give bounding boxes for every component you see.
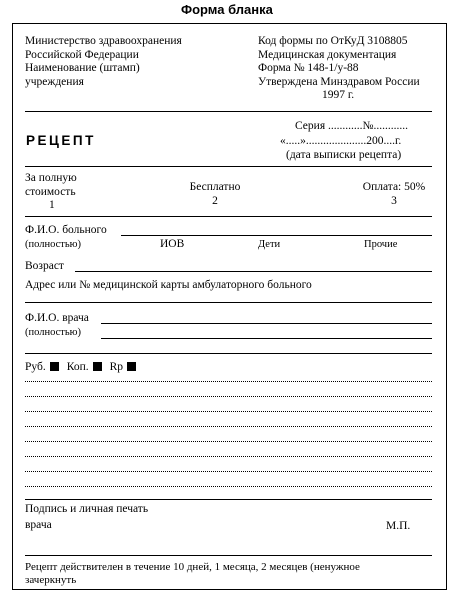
date-caption: (дата выписки рецепта): [286, 149, 402, 161]
category-children[interactable]: Дети: [258, 239, 281, 250]
doctor-fully-label: (полностью): [25, 327, 81, 338]
rx-line[interactable]: [25, 411, 432, 412]
payment-full-cost[interactable]: [25, 172, 77, 213]
institution-stamp-label: Наименование (штамп): [25, 62, 140, 74]
full-cost-label-1: За полную: [25, 172, 77, 184]
full-cost-label-2: стоимость: [25, 185, 76, 198]
rx-line[interactable]: [25, 396, 432, 397]
form-number: Форма № 148-1/у-88: [258, 62, 359, 74]
category-other[interactable]: Прочие: [364, 239, 398, 250]
rx-line[interactable]: [25, 381, 432, 382]
square-marker-icon: [50, 362, 59, 371]
payment-50[interactable]: [358, 181, 430, 208]
address-field[interactable]: [25, 302, 432, 303]
payment-50-number: 3: [391, 194, 397, 207]
doc-type: Медицинская документация: [258, 48, 397, 61]
page-title: Форма бланка: [181, 2, 273, 17]
institution-label: учреждения: [25, 75, 84, 88]
stamp-place-label: М.П.: [386, 520, 411, 532]
kop-label: Коп.: [66, 361, 89, 373]
age-field[interactable]: [75, 271, 432, 272]
divider: [25, 111, 432, 112]
okud-code: Код формы по ОтКуД 3108805: [258, 35, 408, 47]
approved-year: 1997 г.: [322, 89, 355, 101]
divider: [25, 216, 432, 217]
signature-label-1: Подпись и личная печать: [25, 503, 149, 515]
validity-note-1: Рецепт действителен в течение 10 дней, 1 месяца, 2 месяцев (ненужное: [25, 561, 360, 573]
doctor-name-field[interactable]: [101, 323, 432, 324]
rx-line[interactable]: [25, 486, 432, 487]
issue-date-field[interactable]: «.....».....................200....г.: [280, 135, 402, 147]
approved-label: Утверждена Минздравом России: [258, 75, 420, 88]
series-number-field[interactable]: Серия ............№............: [295, 120, 408, 132]
country-label: Российской Федерации: [25, 48, 139, 61]
address-label: Адрес или № медицинской карты амбулаторного больного: [25, 279, 312, 291]
divider: [25, 555, 432, 556]
patient-name-field[interactable]: [121, 235, 432, 236]
ministry-label: Министерство здравоохранения: [25, 35, 182, 47]
category-iov[interactable]: ИОВ: [160, 238, 185, 250]
header-right: [258, 35, 420, 103]
rx-line[interactable]: [25, 456, 432, 457]
validity-note-2: зачеркнуть: [25, 574, 77, 586]
rx-line[interactable]: [25, 441, 432, 442]
rx-line[interactable]: [25, 471, 432, 472]
divider: [25, 353, 432, 354]
divider: [25, 499, 432, 500]
free-label: Бесплатно: [189, 181, 241, 193]
divider: [25, 166, 432, 167]
payment-50-label: Оплата: 50%: [362, 181, 426, 193]
payment-free[interactable]: [185, 181, 245, 208]
patient-name-label: Ф.И.О. больного: [25, 224, 107, 236]
square-marker-icon: [93, 362, 102, 371]
rx-row: [25, 361, 144, 373]
free-number: 2: [212, 194, 218, 207]
signature-label-2: врача: [25, 519, 52, 531]
age-label: Возраст: [25, 260, 64, 272]
rp-label: Rp: [109, 361, 124, 373]
square-marker-icon: [127, 362, 136, 371]
recipe-title: РЕЦЕПТ: [26, 133, 96, 148]
doctor-name-field-2[interactable]: [101, 338, 432, 339]
rub-label: Руб.: [25, 361, 46, 373]
full-cost-number: 1: [49, 199, 55, 211]
doctor-name-label: Ф.И.О. врача: [25, 312, 89, 324]
rx-line[interactable]: [25, 426, 432, 427]
header-left: [25, 35, 182, 89]
patient-fully-label: (полностью): [25, 239, 81, 250]
